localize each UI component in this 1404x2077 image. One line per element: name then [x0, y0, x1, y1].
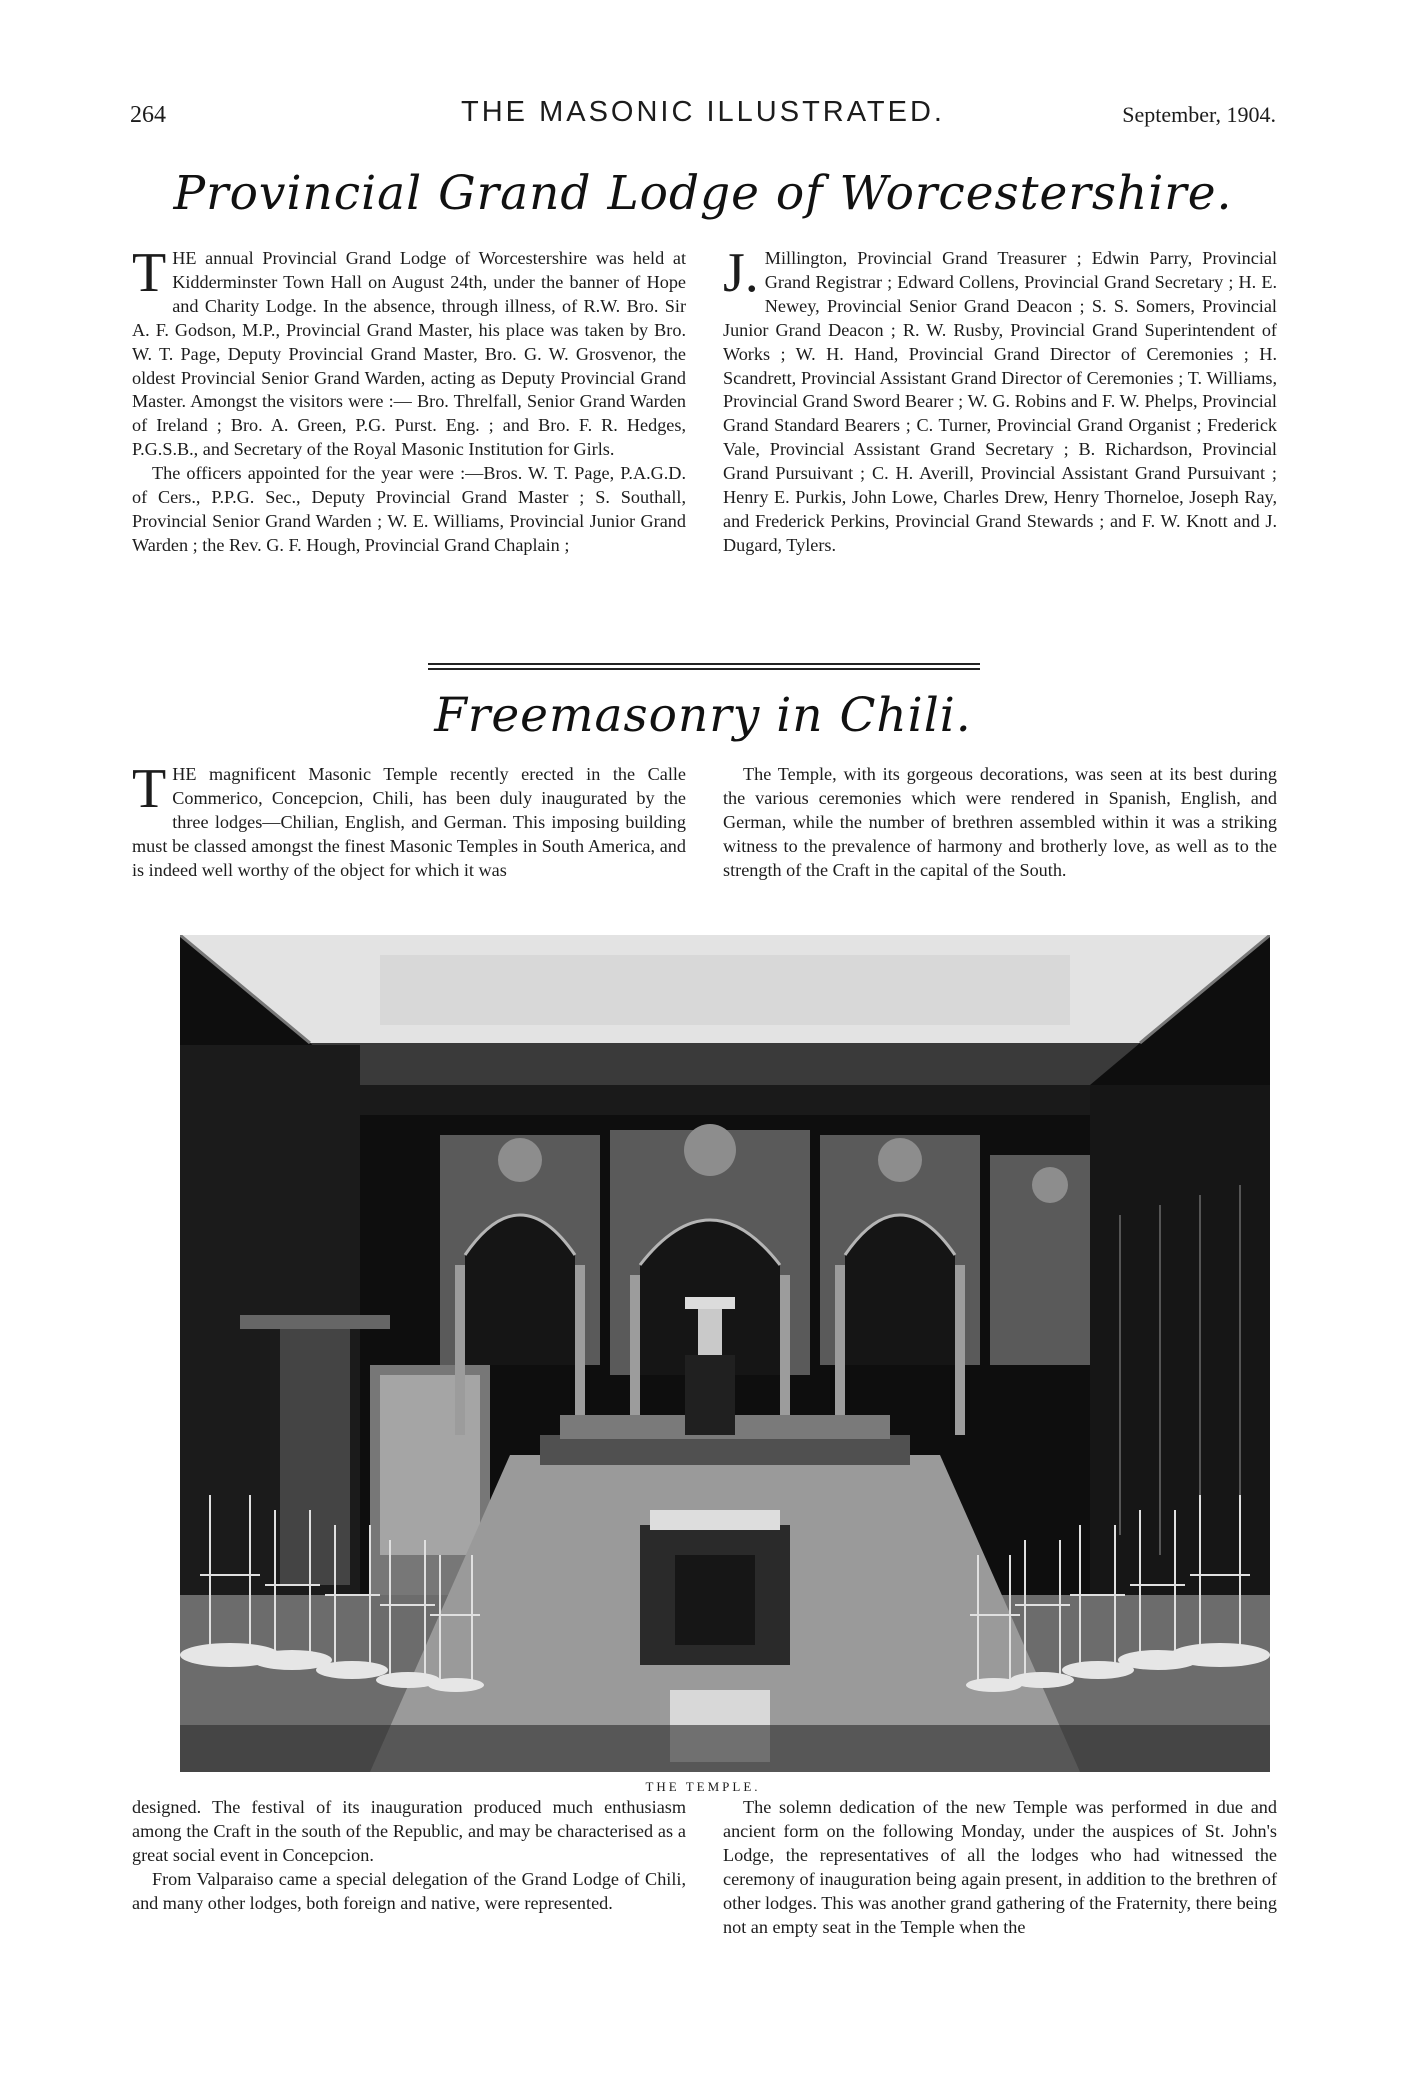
- section-divider: [428, 663, 980, 673]
- paragraph: The Temple, with its gorgeous decorations, was seen at its best during the various ceremonies which were rendered in Spanish, English, and German, while the number of brethren assembled within it was a striking witness to the prevalence of harmony and brotherly love, as well as to the strength of the Craft in the capital of the South.: [723, 764, 1277, 880]
- page-header: [130, 96, 1276, 136]
- article-title-worcestershire: Provincial Grand Lodge of Worcestershire.: [173, 166, 1233, 221]
- paragraph: From Valparaiso came a special delegation of the Grand Lodge of Chili, and many other lodges, both foreign and native, were represented.: [132, 1868, 686, 1913]
- article2-lower-left-column: [132, 1796, 686, 1916]
- issue-date: September, 1904.: [1122, 102, 1276, 127]
- paragraph: THE magnificent Masonic Temple recently erected in the Calle Commerico, Concepcion, Chili, has been duly inaugurated by the three lodges—Chilian, English, and German. This imposing building must be classed amongst the finest Masonic Temples in South America, and is indeed well worthy of the object for which it was: [132, 758, 686, 880]
- article1-left-column: [132, 242, 686, 558]
- article2-left-column: [132, 758, 686, 883]
- paragraph: designed. The festival of its inauguration produced much enthusiasm among the Craft in the south of the Republic, and may be characterised as a great social event in Concepcion.: [132, 1797, 686, 1865]
- temple-illustration: [180, 935, 1270, 1772]
- paragraph: J.Millington, Provincial Grand Treasurer ; Edwin Parry, Provincial Grand Registrar ; Edward Collens, Provincial Grand Secretary ; H. E. Newey, Provincial Senior Grand Deacon ; S. S. Somers, Provincial Junior Grand Deacon ; R. W. Rusby, Provincial Grand Superintendent of Works ; W. H. Hand, Provincial Grand Director of Ceremonies ; H. Scandrett, Provincial Assistant Grand Director of Ceremonies ; T. Williams, Provincial Grand Sword Bearer ; W. G. Robins and F. W. Phelps, Provincial Grand Standard Bearers ; C. Turner, Provincial Grand Organist ; Frederick Vale, Provincial Assistant Grand Secretary ; B. Richardson, Provincial Grand Pursuivant ; C. H. Averill, Provincial Assistant Grand Pursuivant ; Henry E. Purkis, John Lowe, Charles Drew, Henry Thorneloe, Joseph Ray, and Frederick Perkins, Provincial Grand Stewards ; and F. W. Knott and J. Dugard, Tylers.: [723, 242, 1277, 555]
- page-number: 264: [130, 102, 166, 128]
- paragraph: THE annual Provincial Grand Lodge of Worcestershire was held at Kidderminster Town Hall on August 24th, under the banner of Hope and Charity Lodge. In the absence, through illness, of R.W. Bro. Sir A. F. Godson, M.P., Provincial Grand Master, his place was taken by Bro. W. T. Page, Deputy Provincial Grand Master, Bro. G. W. Grosvenor, the oldest Provincial Senior Grand Warden, acting as Deputy Provincial Grand Master. Amongst the visitors were :— Bro. Threlfall, Senior Grand Warden of Ireland ; Bro. A. Green, P.G. Purst. Eng. ; and Bro. F. R. Hedges, P.G.S.B., and Secretary of the Royal Masonic Institution for Girls.: [132, 242, 686, 460]
- photo-caption: THE TEMPLE.: [645, 1779, 761, 1794]
- article-title-chili: Freemasonry in Chili.: [434, 688, 972, 743]
- article2-right-column: [723, 763, 1277, 883]
- article1-right-column: [723, 242, 1277, 558]
- journal-title: THE MASONIC ILLUSTRATED.: [461, 96, 945, 128]
- paragraph: The officers appointed for the year were :—Bros. W. T. Page, P.A.G.D. of Cers., P.P.G. Sec., Deputy Provincial Grand Master ; S. Southall, Provincial Senior Grand Warden ; W. E. Williams, Provincial Junior Grand Warden ; the Rev. G. F. Hough, Provincial Grand Chaplain ;: [132, 463, 686, 555]
- temple-photograph: [180, 935, 1270, 1772]
- paragraph: The solemn dedication of the new Temple was performed in due and ancient form on the following Monday, under the auspices of St. John's Lodge, the representatives of all the lodges who had witnessed the ceremony of inauguration being again present, in addition to the brethren of other lodges. This was another grand gathering of the Fraternity, there being not an empty seat in the Temple when the: [723, 1797, 1277, 1937]
- article2-lower-right-column: [723, 1796, 1277, 1939]
